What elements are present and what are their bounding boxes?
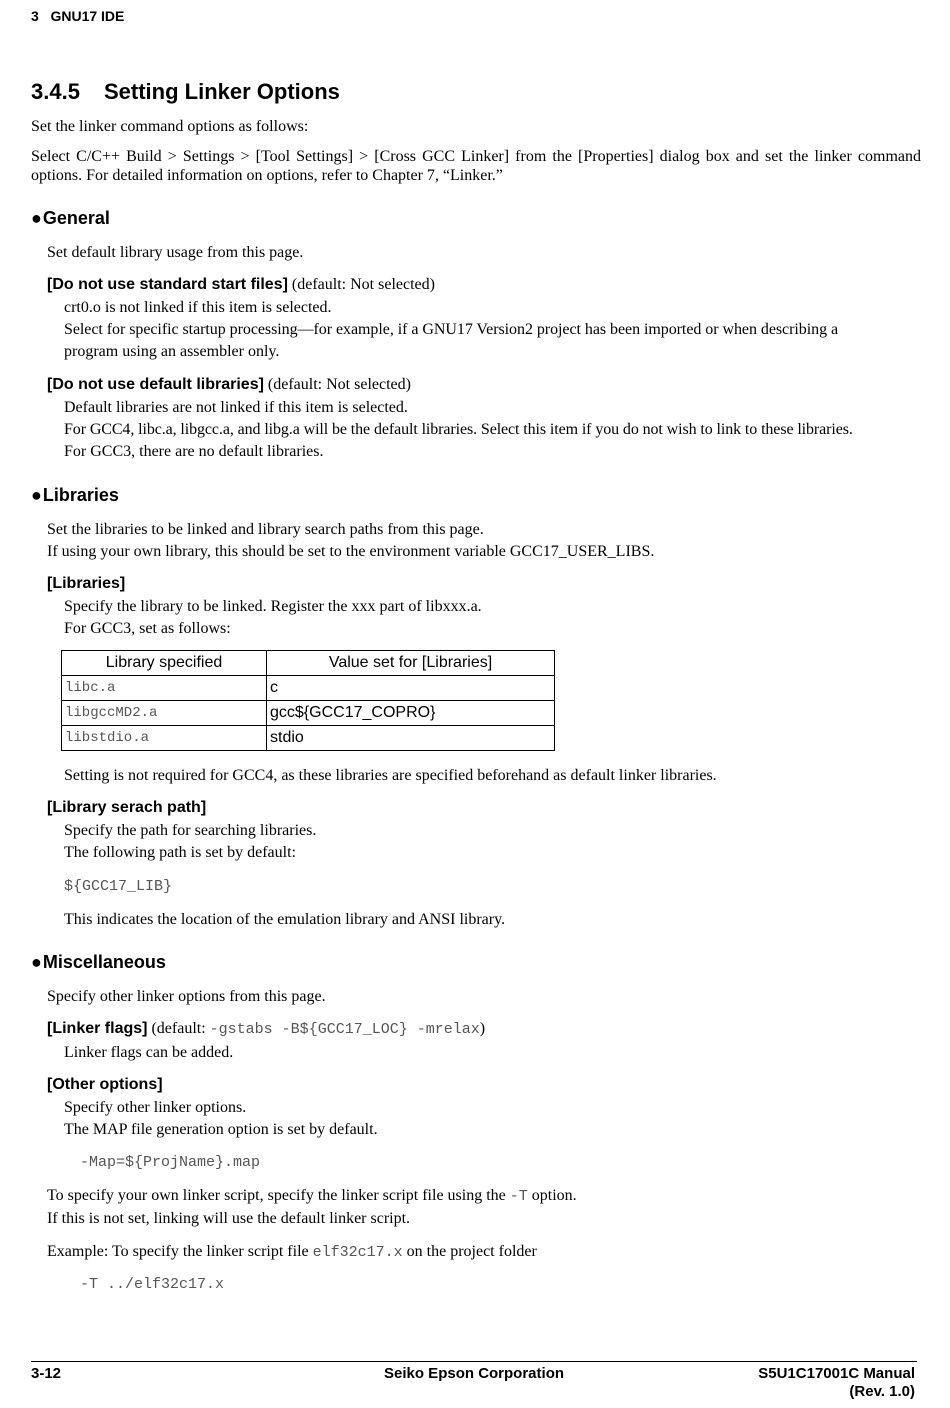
- misc-desc: Specify other linker options from this page.: [47, 988, 326, 1005]
- libraries-path-note: This indicates the location of the emulation library and ANSI library.: [64, 911, 506, 928]
- general-desc: Set default library usage from this page.: [47, 244, 304, 261]
- misc-script-line-2: If this is not set, linking will use the default linker script.: [47, 1210, 411, 1227]
- table-header-cell: Value set for [Libraries]: [267, 651, 555, 676]
- table-row: [62, 701, 555, 726]
- misc-item-linker-flags-desc: Linker flags can be added.: [64, 1044, 234, 1061]
- table-cell: gcc${GCC17_COPRO}: [267, 701, 555, 726]
- table-row: [62, 676, 555, 701]
- libraries-heading: ●Libraries: [31, 485, 119, 505]
- running-header: 3 GNU17 IDE: [31, 8, 125, 24]
- general-item-start-files-desc: crt0.o is not linked if this item is selected. Select for specific startup processing—for example, if a GNU17 Version2 project has been imported or when describing a program using an assembler only.: [64, 299, 839, 360]
- example-command-code: -T ../elf32c17.x: [80, 1276, 225, 1293]
- table-cell: libc.a: [62, 676, 267, 701]
- bullet-icon: ●: [31, 208, 42, 228]
- default-search-path-code: ${GCC17_LIB}: [64, 878, 173, 895]
- general-heading: ●General: [31, 208, 110, 228]
- misc-item-linker-flags: [Linker flags] (default: -gstabs -B${GCC17_LOC} -mrelax): [47, 1020, 486, 1038]
- table-cell: libstdio.a: [62, 726, 267, 751]
- section-number: 3.4.5: [31, 79, 80, 104]
- footer-divider: [31, 1361, 917, 1362]
- misc-example-line: Example: To specify the linker script file elf32c17.x on the project folder: [47, 1243, 537, 1261]
- bullet-icon: ●: [31, 485, 42, 505]
- libraries-item-search-path-desc: Specify the path for searching libraries. The following path is set by default:: [64, 822, 317, 861]
- misc-script-line: To specify your own linker script, specify the linker script file using the -T option.: [47, 1187, 577, 1205]
- table-cell: stdio: [267, 726, 555, 751]
- section-intro: Set the linker command options as follows:: [31, 118, 309, 135]
- general-item-start-files: [Do not use standard start files] (default: Not selected): [47, 276, 435, 293]
- footer-company: Seiko Epson Corporation: [384, 1365, 565, 1382]
- bullet-icon: ●: [31, 952, 42, 972]
- general-item-default-libs: [Do not use default libraries] (default: Not selected): [47, 376, 411, 393]
- libraries-after-table: Setting is not required for GCC4, as these libraries are specified beforehand as default linker libraries.: [64, 767, 717, 784]
- misc-item-other-options: [Other options]: [47, 1076, 163, 1093]
- libraries-item-libraries: [Libraries]: [47, 575, 126, 592]
- table-cell: c: [267, 676, 555, 701]
- table-row: [62, 726, 555, 751]
- misc-heading: ●Miscellaneous: [31, 952, 166, 972]
- page-number: 3-12: [31, 1365, 62, 1382]
- libraries-desc: Set the libraries to be linked and library search paths from this page. If using your own library, this should be set to the environment variable GCC17_USER_LIBS.: [47, 521, 655, 560]
- table-header-row: [62, 651, 555, 676]
- default-linker-flags-code: -gstabs -B${GCC17_LOC} -mrelax: [209, 1021, 480, 1038]
- libraries-item-search-path: [Library serach path]: [47, 799, 207, 816]
- misc-item-other-options-desc: Specify other linker options. The MAP file generation option is set by default.: [64, 1099, 378, 1138]
- map-option-code: -Map=${ProjName}.map: [80, 1154, 261, 1171]
- section-intro-2: Select C/C++ Build > Settings > [Tool Settings] > [Cross GCC Linker] from the [Properties] dialog box and set the linker command options. For detailed information on options, refer to Chapter 7, “Linker.”: [31, 148, 921, 184]
- section-title-text: Setting Linker Options: [104, 79, 340, 104]
- table-cell: libgccMD2.a: [62, 701, 267, 726]
- table-header-cell: Library specified: [62, 651, 267, 676]
- footer-manual: S5U1C17001C Manual (Rev. 1.0): [758, 1365, 915, 1400]
- section-title: [31, 79, 340, 105]
- libraries-table: [61, 650, 555, 751]
- libraries-item-libraries-desc: Specify the library to be linked. Register the xxx part of libxxx.a. For GCC3, set as follows:: [64, 598, 482, 637]
- general-item-default-libs-desc: Default libraries are not linked if this item is selected. For GCC4, libc.a, libgcc.a, and libg.a will be the default libraries. Select this item if you do not wish to link to these libraries. For GCC3, there are no default libraries.: [64, 399, 853, 460]
